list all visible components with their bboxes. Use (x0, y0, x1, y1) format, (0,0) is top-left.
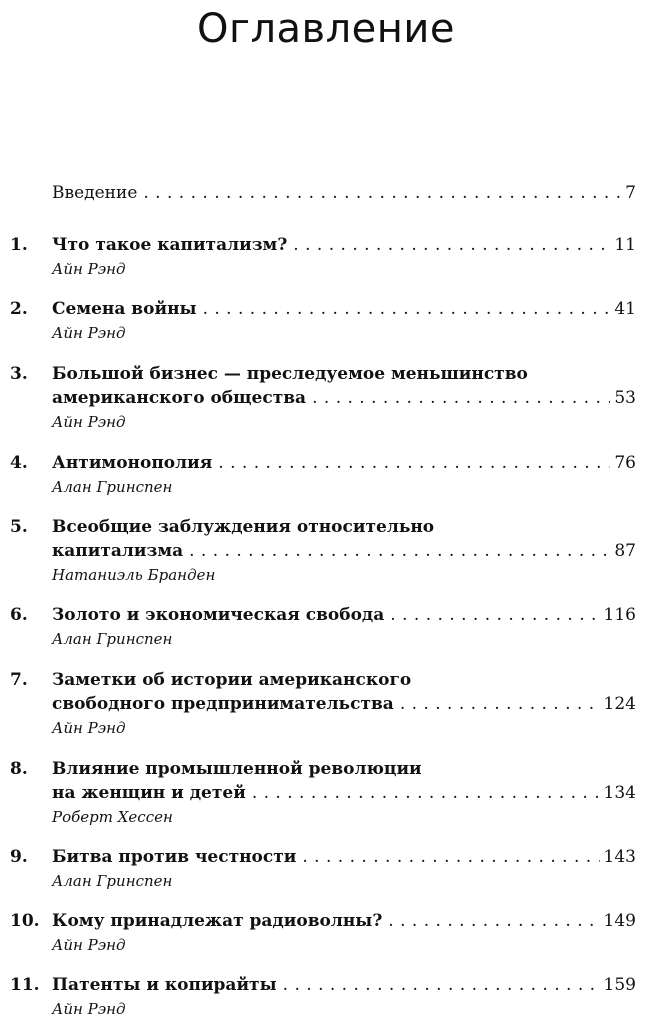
toc-entry-number: 11. (10, 975, 40, 995)
toc-entry-title-continued: свободного предпринимательства (52, 694, 394, 714)
toc-page-number: 53 (614, 388, 636, 408)
toc-entry-number: 9. (10, 847, 28, 867)
toc-entry-title: Введение (52, 183, 138, 203)
toc-page-number: 134 (603, 783, 636, 803)
dot-leader (390, 603, 599, 627)
toc-entry-author: Айн Рэнд (52, 324, 126, 342)
dot-leader (312, 386, 610, 410)
toc-entry-4[interactable] (0, 451, 652, 496)
toc-entry-9[interactable] (0, 845, 652, 890)
dot-leader (218, 451, 610, 475)
toc-entry-author: Натаниэль Бранден (52, 566, 216, 584)
dot-leader (203, 297, 611, 321)
toc-entry-7[interactable] (0, 668, 652, 737)
dot-leader (189, 539, 610, 563)
toc-entry-title: Семена войны (52, 299, 197, 319)
toc-entry-title: Влияние промышленной революции (52, 759, 422, 779)
dot-leader (293, 233, 610, 257)
toc-entry-title: Кому принадлежат радиоволны? (52, 911, 383, 931)
toc-entry-number: 6. (10, 605, 28, 625)
toc-entry-title: Патенты и копирайты (52, 975, 277, 995)
toc-entry-5[interactable] (0, 515, 652, 584)
toc-entry-number: 1. (10, 235, 28, 255)
toc-entry-number: 3. (10, 364, 28, 384)
toc-entry-number: 7. (10, 670, 28, 690)
toc-entry-number: 4. (10, 453, 28, 473)
toc-entry-author: Алан Гринспен (52, 872, 173, 890)
toc-page-number: 143 (603, 847, 636, 867)
dot-leader (283, 973, 600, 997)
toc-entry-number: 8. (10, 759, 28, 779)
toc-page-number: 124 (603, 694, 636, 714)
toc-page-number: 7 (625, 183, 636, 203)
toc-entry-author: Айн Рэнд (52, 719, 126, 737)
toc-entry-author: Роберт Хессен (52, 808, 173, 826)
toc-page-number: 76 (614, 453, 636, 473)
toc-entry-number: 10. (10, 911, 40, 931)
toc-entry-title: Что такое капитализм? (52, 235, 288, 255)
dot-leader (302, 845, 599, 869)
dot-leader (388, 909, 599, 933)
page-title: Оглавление (196, 6, 456, 52)
dot-leader (143, 181, 621, 205)
toc-entry-title: Заметки об истории американского (52, 670, 412, 690)
toc-entry-author: Айн Рэнд (52, 413, 126, 431)
dot-leader (400, 692, 600, 716)
toc-entry-8[interactable] (0, 757, 652, 826)
toc-entry-title: Битва против честности (52, 847, 297, 867)
toc-entry-number: 2. (10, 299, 28, 319)
toc-entry-author: Алан Гринспен (52, 630, 173, 648)
toc-entry-title-continued: американского общества (52, 388, 307, 408)
toc-entry-intro[interactable] (0, 181, 652, 205)
toc-entry-title: Антимонополия (52, 453, 213, 473)
toc-entry-author: Айн Рэнд (52, 936, 126, 954)
toc-entry-title-continued: капитализма (52, 541, 184, 561)
toc-entry-title: Всеобщие заблуждения относительно (52, 517, 435, 537)
toc-entry-1[interactable] (0, 233, 652, 278)
toc-page-number: 159 (603, 975, 636, 995)
toc-page-number: 116 (603, 605, 636, 625)
toc-entry-author: Айн Рэнд (52, 1000, 126, 1018)
toc-entry-author: Айн Рэнд (52, 260, 126, 278)
toc-page-number: 149 (603, 911, 636, 931)
toc-entry-3[interactable] (0, 362, 652, 431)
toc-entry-2[interactable] (0, 297, 652, 342)
toc-page-number: 41 (614, 299, 636, 319)
toc-entry-6[interactable] (0, 603, 652, 648)
toc-entry-10[interactable] (0, 909, 652, 954)
dot-leader (252, 781, 600, 805)
toc-entry-title: Большой бизнес — преследуемое меньшинство (52, 364, 528, 384)
toc-page-number: 87 (614, 541, 636, 561)
toc-entry-title-continued: на женщин и детей (52, 783, 246, 803)
toc-entry-number: 5. (10, 517, 28, 537)
toc-entry-11[interactable] (0, 973, 652, 1018)
toc-entry-author: Алан Гринспен (52, 478, 173, 496)
toc-page-number: 11 (614, 235, 636, 255)
toc-entry-title: Золото и экономическая свобода (52, 605, 385, 625)
